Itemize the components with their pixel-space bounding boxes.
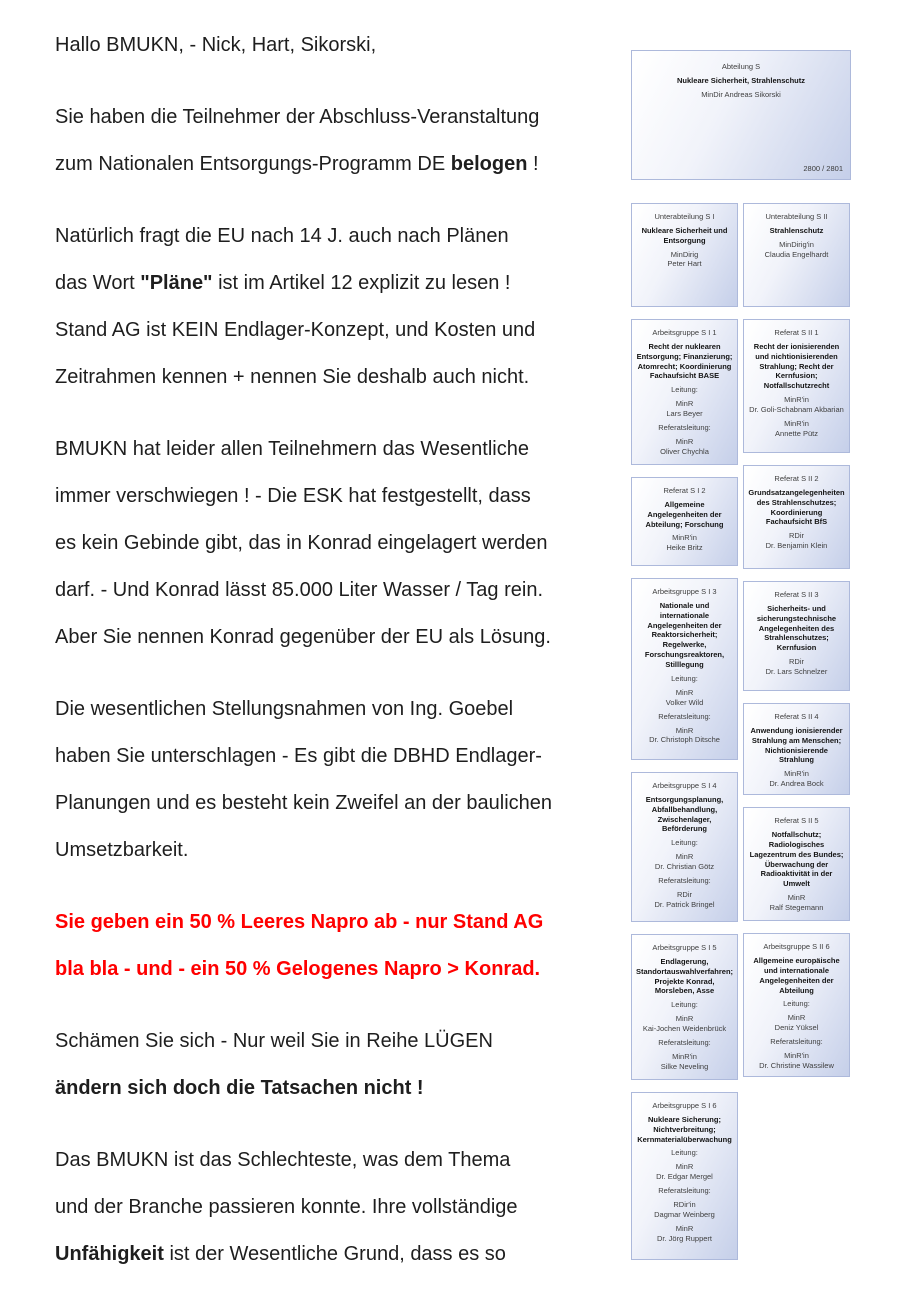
org-box-entry: MinR Dr. Jörg Ruppert — [656, 1223, 713, 1243]
letter-line: es kein Gebinde gibt, das in Konrad eingelagert werden — [55, 532, 548, 554]
letter-line: Unfähigkeit ist der Wesentliche Grund, dass es so — [55, 1243, 506, 1265]
org-right-column — [743, 203, 850, 1260]
org-box-subject: Endlagerung, Standortauswahlverfahren; Projekte Konrad, Morsleben, Asse — [635, 956, 734, 996]
org-box-subject: Strahlenschutz — [769, 225, 824, 235]
org-box-header: Arbeitsgruppe S I 6 — [652, 1101, 717, 1110]
org-box — [743, 203, 850, 307]
org-box — [743, 807, 850, 921]
org-box-header: Abteilung S — [721, 62, 761, 71]
letter-line: Aber Sie nennen Konrad gegenüber der EU als Lösung. — [55, 626, 551, 648]
org-box-header: Referat S I 2 — [663, 486, 706, 495]
org-box-entry: Referatsleitung: — [658, 711, 711, 721]
letter-line: bla bla - und - ein 50 % Gelogenes Napro > Konrad. — [55, 958, 541, 980]
org-box-entry: RDir Dr. Lars Schnelzer — [765, 657, 828, 677]
org-box-header: Referat S II 1 — [774, 328, 819, 337]
org-box-header: Arbeitsgruppe S I 5 — [652, 943, 717, 952]
letter-line: Planungen und es besteht kein Zweifel an der baulichen — [55, 792, 553, 814]
org-box-entry: MinR Volker Wild — [665, 687, 704, 707]
org-box — [631, 934, 738, 1080]
org-box — [631, 1092, 738, 1260]
org-box-subject: Nukleare Sicherung; Nichtverbreitung; Kernmaterialüberwachung — [637, 1114, 732, 1144]
org-box-entry: MinR Dr. Christian Götz — [654, 852, 715, 872]
org-box-subject: Anwendung ionisierender Strahlung am Menschen; Nichtionisierende Strahlung — [750, 725, 843, 765]
org-top-box — [631, 50, 851, 180]
org-box — [631, 477, 738, 566]
org-box-entry: MinR Oliver Chychla — [660, 436, 709, 456]
letter-paragraph — [55, 1137, 635, 1278]
letter-line: Stand AG ist KEIN Endlager-Konzept, und Kosten und — [55, 319, 536, 341]
org-box-header: Arbeitsgruppe S I 3 — [652, 587, 717, 596]
org-box-entry: MinR Kai-Jochen Weidenbrück — [642, 1014, 727, 1034]
org-box-entry: MinDirig Peter Hart — [667, 249, 702, 269]
org-box-subject: Grundsatzangelegenheiten des Strahlenschutzes; Koordinierung Fachaufsicht BfS — [748, 487, 845, 527]
letter-body — [55, 22, 635, 1303]
org-box-entry: MinDir Andreas Sikorski — [701, 89, 781, 99]
org-box-entry: RDir Dr. Patrick Bringel — [654, 889, 715, 909]
org-box-subject: Recht der nuklearen Entsorgung; Finanzierung; Atomrecht; Koordinierung Fachaufsicht BASE — [636, 341, 733, 381]
letter-line: Das BMUKN ist das Schlechteste, was dem Thema — [55, 1149, 511, 1171]
org-box — [631, 203, 738, 307]
org-box-entry: Leitung: — [783, 999, 810, 1009]
letter-line: Hallo BMUKN, - Nick, Hart, Sikorski, — [55, 34, 377, 56]
letter-line: zum Nationalen Entsorgungs-Programm DE belogen ! — [55, 153, 539, 175]
org-box-entry: Referatsleitung: — [658, 1186, 711, 1196]
org-box-header: Referat S II 2 — [774, 474, 819, 483]
letter-line: Umsetzbarkeit. — [55, 839, 189, 861]
org-box-entry: RDir'in Dagmar Weinberg — [654, 1199, 715, 1219]
org-box-header: Arbeitsgruppe S II 6 — [763, 942, 830, 952]
org-box — [631, 772, 738, 922]
letter-paragraph — [55, 1018, 635, 1112]
org-box — [631, 319, 738, 465]
org-box-subject: Notfallschutz; Radiologisches Lagezentrum des Bundes; Überwachung der Radioaktivität in der Umwelt — [749, 829, 844, 889]
org-box-entry: MinR Lars Beyer — [666, 399, 703, 419]
org-box-entry: MinR'in Silke Neveling — [660, 1051, 709, 1071]
org-box-subject: Nationale und internationale Angelegenheiten der Reaktorsicherheit; Regelwerke, Forschungsreaktoren, Stilllegung — [644, 600, 725, 670]
org-box-entry: Referatsleitung: — [770, 1037, 823, 1047]
org-box-header: Referat S II 3 — [774, 590, 819, 599]
letter-line: immer verschwiegen ! - Die ESK hat festgestellt, dass — [55, 485, 531, 507]
letter-paragraph — [55, 94, 635, 188]
letter-paragraph — [55, 899, 635, 993]
org-box-header: Unterabteilung S II — [765, 212, 828, 221]
org-box — [743, 465, 850, 569]
org-box-entry: Leitung: — [671, 385, 698, 395]
org-box-entry: Leitung: — [671, 1000, 698, 1010]
org-box-entry: MinR Dr. Edgar Mergel — [656, 1162, 713, 1182]
letter-line: haben Sie unterschlagen - Es gibt die DBHD Endlager- — [55, 745, 542, 767]
org-box-subject: Sicherheits- und sicherungstechnische Angelegenheiten des Strahlenschutzes; Kernfusion — [756, 603, 837, 653]
org-box-header: Referat S II 4 — [774, 712, 819, 721]
letter-line: Schämen Sie sich - Nur weil Sie in Reihe LÜGEN — [55, 1030, 493, 1052]
org-box-entry: MinR Deniz Yüksel — [774, 1013, 819, 1033]
org-box-header: Arbeitsgruppe S I 4 — [652, 781, 717, 790]
org-box-header: Arbeitsgruppe S I 1 — [652, 328, 717, 337]
letter-line: das Wort "Pläne" ist im Artikel 12 explizit zu lesen ! — [55, 272, 511, 294]
org-box-subject: Entsorgungsplanung, Abfallbehandlung, Zwischenlager, Beförderung — [645, 794, 724, 834]
org-columns — [631, 203, 851, 1260]
phone-numbers: 2800 / 2801 — [803, 164, 843, 173]
org-box-entry: MinR Ralf Stegemann — [769, 893, 824, 913]
org-box-entry: MinR Dr. Christoph Ditsche — [649, 725, 720, 745]
org-box-entry: MinR'in Dr. Andrea Bock — [769, 769, 824, 789]
letter-line: Die wesentlichen Stellungsnahmen von Ing. Goebel — [55, 698, 514, 720]
org-chart — [631, 50, 851, 1260]
org-box-subject: Allgemeine europäische und internationale Angelegenheiten der Abteilung — [753, 955, 840, 995]
org-box — [743, 581, 850, 691]
org-box-subject: Nukleare Sicherheit und Entsorgung — [641, 225, 728, 245]
letter-line: Sie geben ein 50 % Leeres Napro ab - nur Stand AG — [55, 911, 544, 933]
org-box-subject: Nukleare Sicherheit, Strahlenschutz — [677, 75, 805, 85]
letter-line: darf. - Und Konrad lässt 85.000 Liter Wasser / Tag rein. — [55, 579, 544, 601]
org-box-entry: Referatsleitung: — [658, 422, 711, 432]
letter-paragraph — [55, 426, 635, 661]
org-box — [743, 933, 850, 1077]
letter-line: Sie haben die Teilnehmer der Abschluss-Veranstaltung — [55, 106, 540, 128]
org-box — [743, 319, 850, 453]
letter-paragraph — [55, 22, 635, 69]
org-box-entry: MinR'in Annette Pütz — [775, 418, 818, 438]
org-left-column — [631, 203, 738, 1260]
org-box-entry: MinR'in Dr. Goli-Schabnam Akbarian — [749, 395, 844, 415]
letter-line: Zeitrahmen kennen + nennen Sie deshalb auch nicht. — [55, 366, 530, 388]
letter-line: BMUKN hat leider allen Teilnehmern das Wesentliche — [55, 438, 529, 460]
org-box — [631, 578, 738, 760]
org-box-entry: MinDirig'in Claudia Engelhardt — [764, 239, 829, 259]
org-box-entry: Leitung: — [671, 838, 698, 848]
org-box — [743, 703, 850, 795]
org-box-subject: Allgemeine Angelegenheiten der Abteilung; Forschung — [645, 499, 724, 529]
letter-line: und der Branche passieren konnte. Ihre vollständige — [55, 1196, 518, 1218]
org-box-entry: RDir Dr. Benjamin Klein — [765, 531, 828, 551]
letter-paragraph — [55, 213, 635, 401]
letter-line: ändern sich doch die Tatsachen nicht ! — [55, 1077, 424, 1099]
org-box-entry: Leitung: — [671, 673, 698, 683]
letter-paragraph — [55, 686, 635, 874]
org-box-entry: Referatsleitung: — [658, 875, 711, 885]
org-box-header: Referat S II 5 — [774, 816, 819, 826]
org-box-header: Unterabteilung S I — [654, 212, 715, 221]
org-box-subject: Recht der ionisierenden und nichtionisierenden Strahlung; Recht der Kernfusion; Notfallschutzrecht — [753, 341, 840, 391]
org-box-entry: Leitung: — [671, 1148, 698, 1158]
letter-line: Natürlich fragt die EU nach 14 J. auch nach Plänen — [55, 225, 509, 247]
org-box-entry: MinR'in Heike Britz — [666, 533, 703, 553]
org-box-entry: MinR'in Dr. Christine Wassilew — [759, 1050, 834, 1070]
org-box-entry: Referatsleitung: — [658, 1037, 711, 1047]
